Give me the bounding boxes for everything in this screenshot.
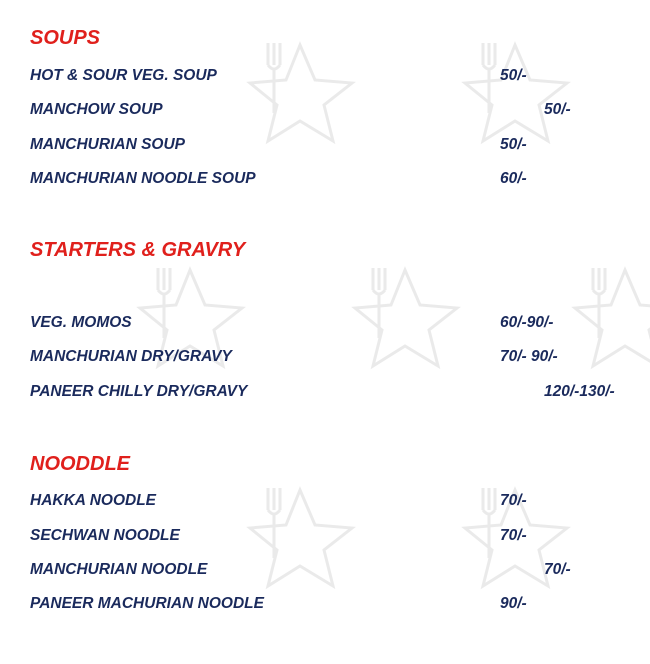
menu-item-name: MANCHURIAN NOODLE (30, 561, 208, 578)
menu-item-name: PANEER MACHURIAN NOODLE (30, 595, 264, 612)
watermark-logo-icon (455, 25, 605, 165)
section-heading-starters: STARTERS & GRAVRY (30, 239, 246, 261)
menu-item-name: MANCHURIAN SOUP (30, 136, 185, 153)
menu-item-price: 120/-130/- (544, 383, 615, 400)
menu-item-price: 70/- 90/- (500, 348, 558, 365)
menu-item-price: 60/- (500, 170, 527, 187)
menu-item-price: 90/- (500, 595, 527, 612)
menu-item-name: MANCHURIAN NOODLE SOUP (30, 170, 256, 187)
section-heading-soups: SOUPS (30, 27, 101, 49)
menu-item-name: VEG. MOMOS (30, 314, 132, 331)
watermark-logo-icon (345, 250, 495, 390)
menu-item-name: HAKKA NOODLE (30, 492, 157, 509)
menu-item-price: 50/- (500, 67, 527, 84)
menu-item-price: 50/- (500, 136, 527, 153)
menu-item-price: 70/- (544, 561, 571, 578)
watermark-logo-icon (240, 470, 390, 610)
menu-item-price: 50/- (544, 101, 571, 118)
watermark-logo-icon (130, 250, 280, 390)
watermark-logo-icon (565, 250, 650, 390)
menu-item-name: SECHWAN NOODLE (30, 527, 180, 544)
section-heading-nooddle: NOODDLE (30, 453, 130, 475)
menu-item-name: MANCHOW SOUP (30, 101, 163, 118)
menu-item-price: 70/- (500, 492, 527, 509)
menu-item-name: MANCHURIAN DRY/GRAVY (30, 348, 232, 365)
menu-item-price: 60/-90/- (500, 314, 554, 331)
watermark-logo-icon (240, 25, 390, 165)
watermark-logo-icon (455, 470, 605, 610)
menu-item-price: 70/- (500, 527, 527, 544)
menu-item-name: PANEER CHILLY DRY/GRAVY (30, 383, 248, 400)
menu-item-name: HOT & SOUR VEG. SOUP (30, 67, 217, 84)
